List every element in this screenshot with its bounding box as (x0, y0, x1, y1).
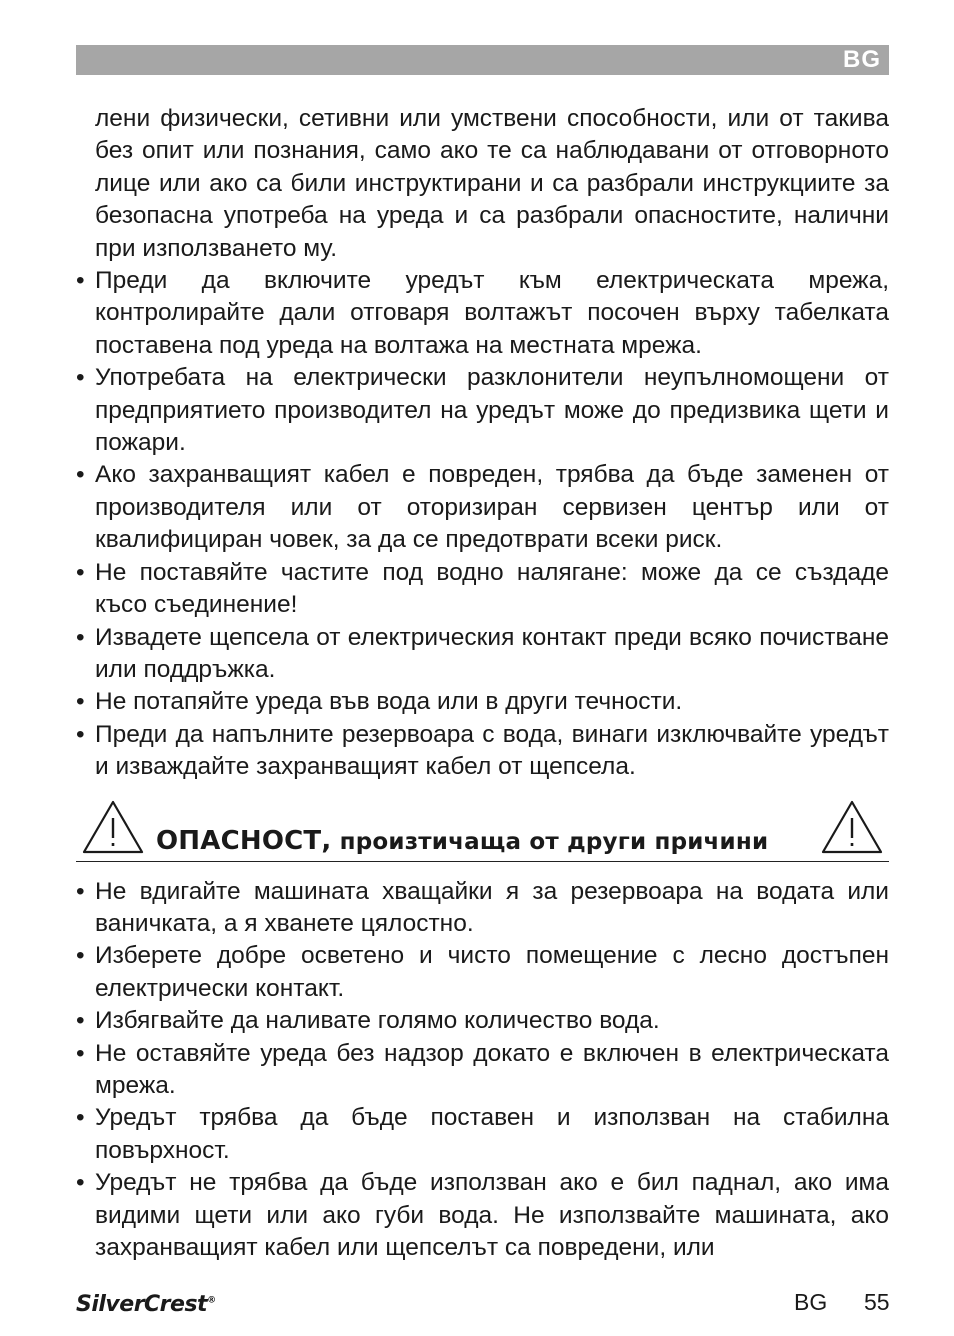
danger-title-rest: произтичаща от други причини (331, 829, 769, 856)
brand-logo-text: SilverCrest (76, 1292, 208, 1317)
bullet-item: • Не вдигайте машината хващайки я за резервоара на водата или ваничката, а я хванете цялостно. (76, 876, 889, 941)
page-content (76, 103, 889, 1264)
bullet-item: • Преди да напълните резервоара с вода, винаги изключвайте уредът и изваждайте захранващият кабел от щепсела. (76, 719, 889, 784)
bullet-item: • Преди да включите уредът към електрическата мрежа, контролирайте дали отговаря волтажът посочен върху табелката поставена под уреда на волтажа на местната мрежа. (76, 265, 889, 362)
bullet-item: • Изберете добре осветено и чисто помещение с лесно достъпен електрически контакт. (76, 940, 889, 1005)
bullet-item: • Ако захранващият кабел е повреден, трябва да бъде заменен от производителя или от оторизиран сервизен център или от квалифициран човек, за да се предотврати всеки риск. (76, 459, 889, 556)
brand-logo (76, 1292, 216, 1317)
bullet-item: • Не потапяйте уреда във вода или в други течности. (76, 686, 889, 718)
bullet-item: • Не оставяйте уреда без надзор докато е включен в електрическата мрежа. (76, 1038, 889, 1103)
warning-triangle-icon (821, 800, 883, 855)
danger-heading (76, 798, 889, 862)
bullet-item: • Избягвайте да наливате голямо количество вода. (76, 1005, 889, 1037)
footer-language-label: BG (794, 1289, 828, 1315)
registered-mark: ® (207, 1295, 216, 1306)
bullet-item: • Уредът трябва да бъде поставен и използван на стабилна повърхност. (76, 1102, 889, 1167)
bullet-item: • Не поставяйте частите под водно налягане: може да се създаде късо съединение! (76, 557, 889, 622)
bullet-item: • Извадете щепсела от електрическия контакт преди всяко почистване или поддръжка. (76, 622, 889, 687)
bullet-item: • Уредът не трябва да бъде използван ако е бил паднал, ако има видими щети или ако губи вода. Не използвайте машината, ако захранващият кабел или щепселът са повредени, или (76, 1167, 889, 1264)
warning-triangle-icon (82, 800, 144, 855)
page-number: 55 (864, 1289, 890, 1315)
header-language-label: BG (843, 46, 881, 73)
intro-paragraph: лени физически, сетивни или умствени способности, или от такива без опит или познания, само ако те са наблюдавани от отговорното лице или ако са били инструктирани и са разбрали инструкциите за безопасна употреба на уреда и са разбрали опасностите, налични при използването му. (95, 105, 889, 262)
danger-title (156, 825, 768, 858)
danger-title-main: ОПАСНОСТ, (156, 826, 332, 857)
bullet-item: • Употребата на електрически разклонители неупълномощени от предприятието производител на уредът може до предизвика щети и пожари. (76, 362, 889, 459)
header-bar (76, 45, 889, 75)
